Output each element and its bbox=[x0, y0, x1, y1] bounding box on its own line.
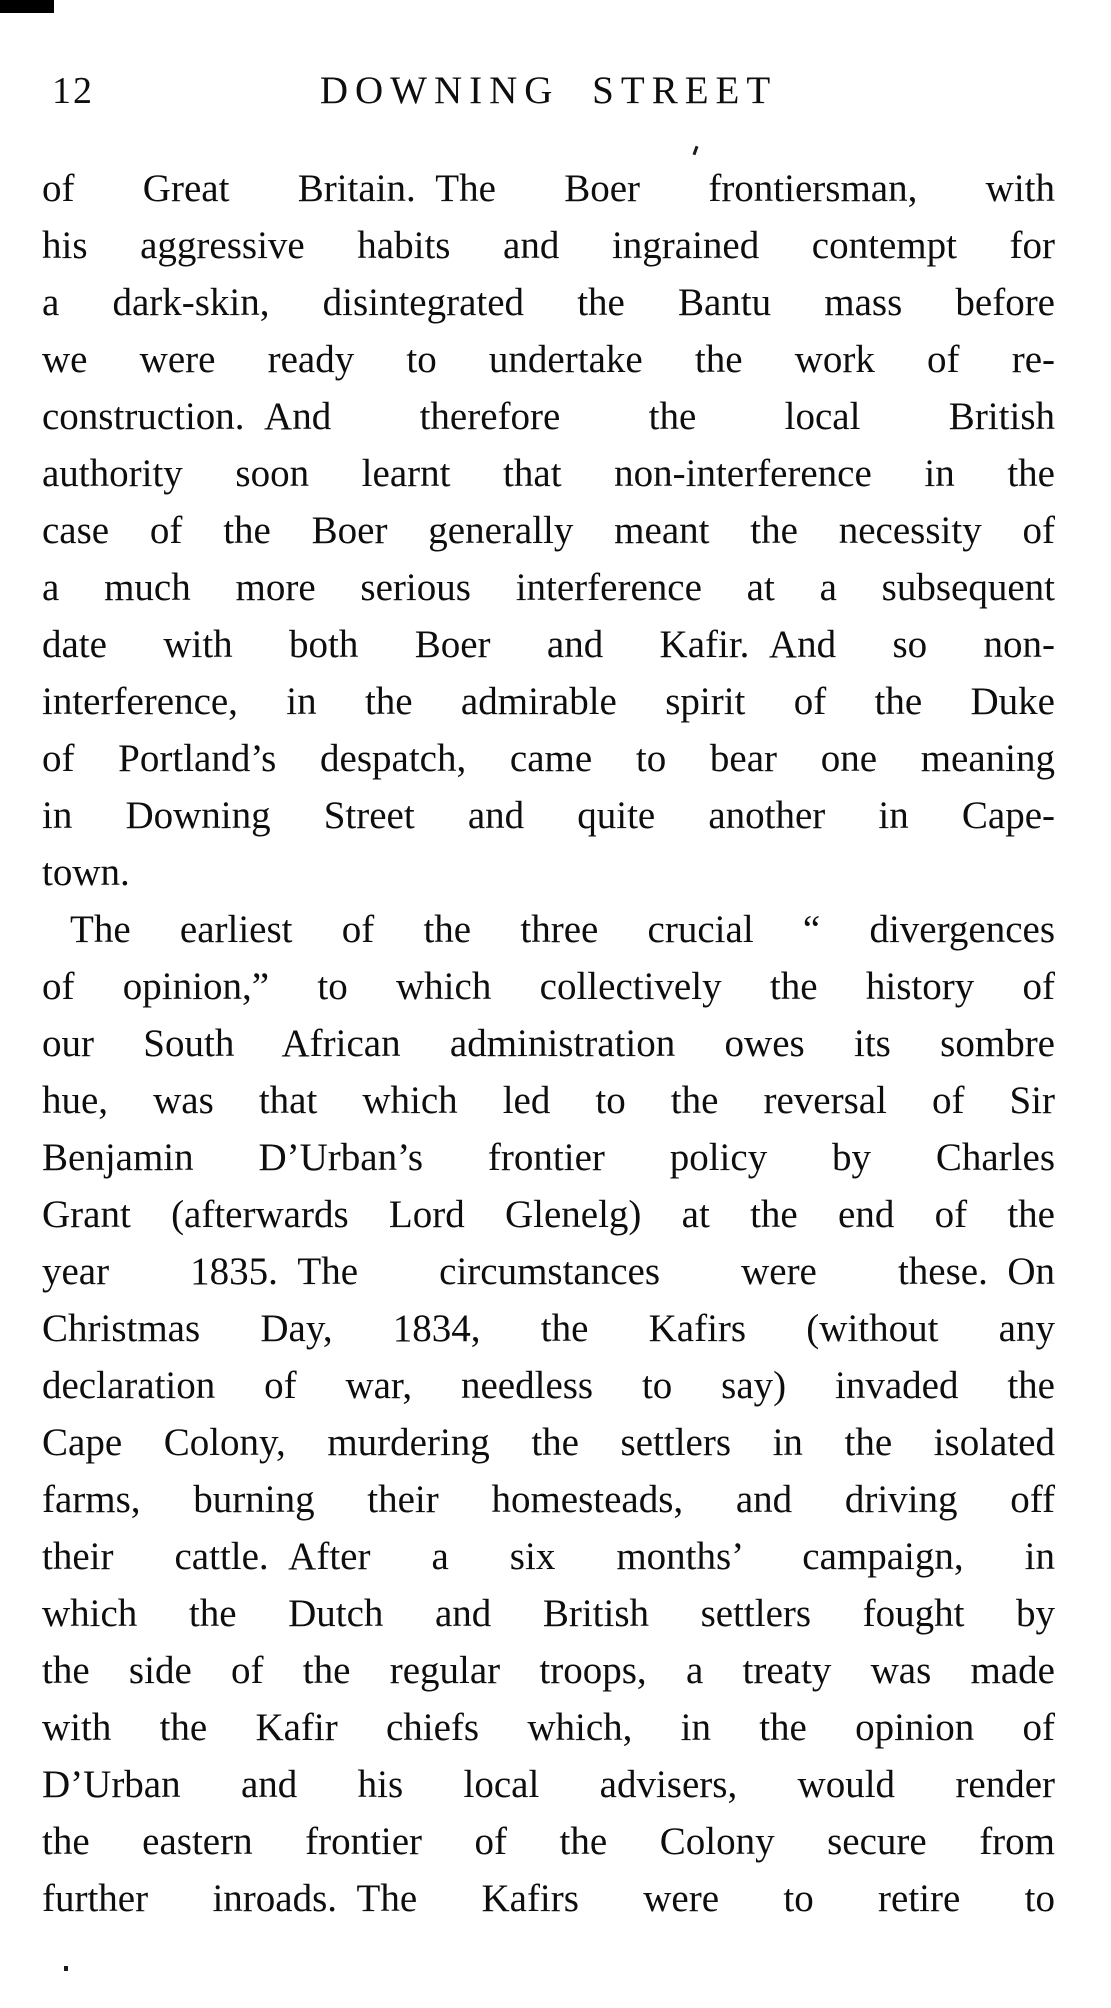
text-line: date with both Boer and Kafir. And so non- bbox=[42, 623, 1055, 666]
text-line: Cape Colony, murdering the settlers in the isolated bbox=[42, 1421, 1055, 1464]
text-line: hue, was that which led to the reversal of Sir bbox=[42, 1079, 1055, 1122]
text-line: construction. And therefore the local British bbox=[42, 395, 1055, 438]
text-line: Grant (afterwards Lord Glenelg) at the end of the bbox=[42, 1193, 1055, 1236]
scan-artifact-top-left bbox=[0, 0, 54, 13]
text-line: Christmas Day, 1834, the Kafirs (without any bbox=[42, 1307, 1055, 1350]
text-line: authority soon learnt that non-interference in the bbox=[42, 452, 1055, 495]
text-line: of opinion,” to which collectively the history of bbox=[42, 965, 1055, 1008]
text-line: a dark-skin, disintegrated the Bantu mass before bbox=[42, 281, 1055, 324]
text-line: D’Urban and his local advisers, would render bbox=[42, 1763, 1055, 1806]
page-number: 12 bbox=[52, 70, 94, 112]
page-header bbox=[42, 68, 1055, 114]
text-line: the side of the regular troops, a treaty was made bbox=[42, 1649, 1055, 1692]
running-title: DOWNING STREET bbox=[319, 69, 778, 112]
text-line: we were ready to undertake the work of re- bbox=[42, 338, 1055, 381]
text-line: a much more serious interference at a subsequent bbox=[42, 566, 1055, 609]
text-line: which the Dutch and British settlers fought by bbox=[42, 1592, 1055, 1635]
page-body bbox=[42, 160, 1055, 1927]
text-line: year 1835. The circumstances were these. On bbox=[42, 1250, 1055, 1293]
text-line: with the Kafir chiefs which, in the opinion of bbox=[42, 1706, 1055, 1749]
text-line: of Great Britain. The Boer frontiersman, with bbox=[42, 167, 1055, 210]
text-line: farms, burning their homesteads, and driving off bbox=[42, 1478, 1055, 1521]
text-line: their cattle. After a six months’ campaign, in bbox=[42, 1535, 1055, 1578]
text-line: declaration of war, needless to say) invaded the bbox=[42, 1364, 1055, 1407]
text-line: our South African administration owes its sombre bbox=[42, 1022, 1055, 1065]
text-line: town. bbox=[42, 851, 130, 894]
text-line: further inroads. The Kafirs were to retire to bbox=[42, 1877, 1055, 1920]
text-line: his aggressive habits and ingrained contempt for bbox=[42, 224, 1055, 267]
text-line: Benjamin D’Urban’s frontier policy by Charles bbox=[42, 1136, 1055, 1179]
scan-speck bbox=[693, 146, 699, 155]
text-line: The earliest of the three crucial “ divergences bbox=[70, 908, 1055, 951]
scan-speck bbox=[64, 1966, 68, 1971]
text-line: the eastern frontier of the Colony secure from bbox=[42, 1820, 1055, 1863]
text-line: case of the Boer generally meant the necessity of bbox=[42, 509, 1055, 552]
text-line: of Portland’s despatch, came to bear one meaning bbox=[42, 737, 1055, 780]
text-line: interference, in the admirable spirit of the Duke bbox=[42, 680, 1055, 723]
text-line: in Downing Street and quite another in Cape- bbox=[42, 794, 1055, 837]
